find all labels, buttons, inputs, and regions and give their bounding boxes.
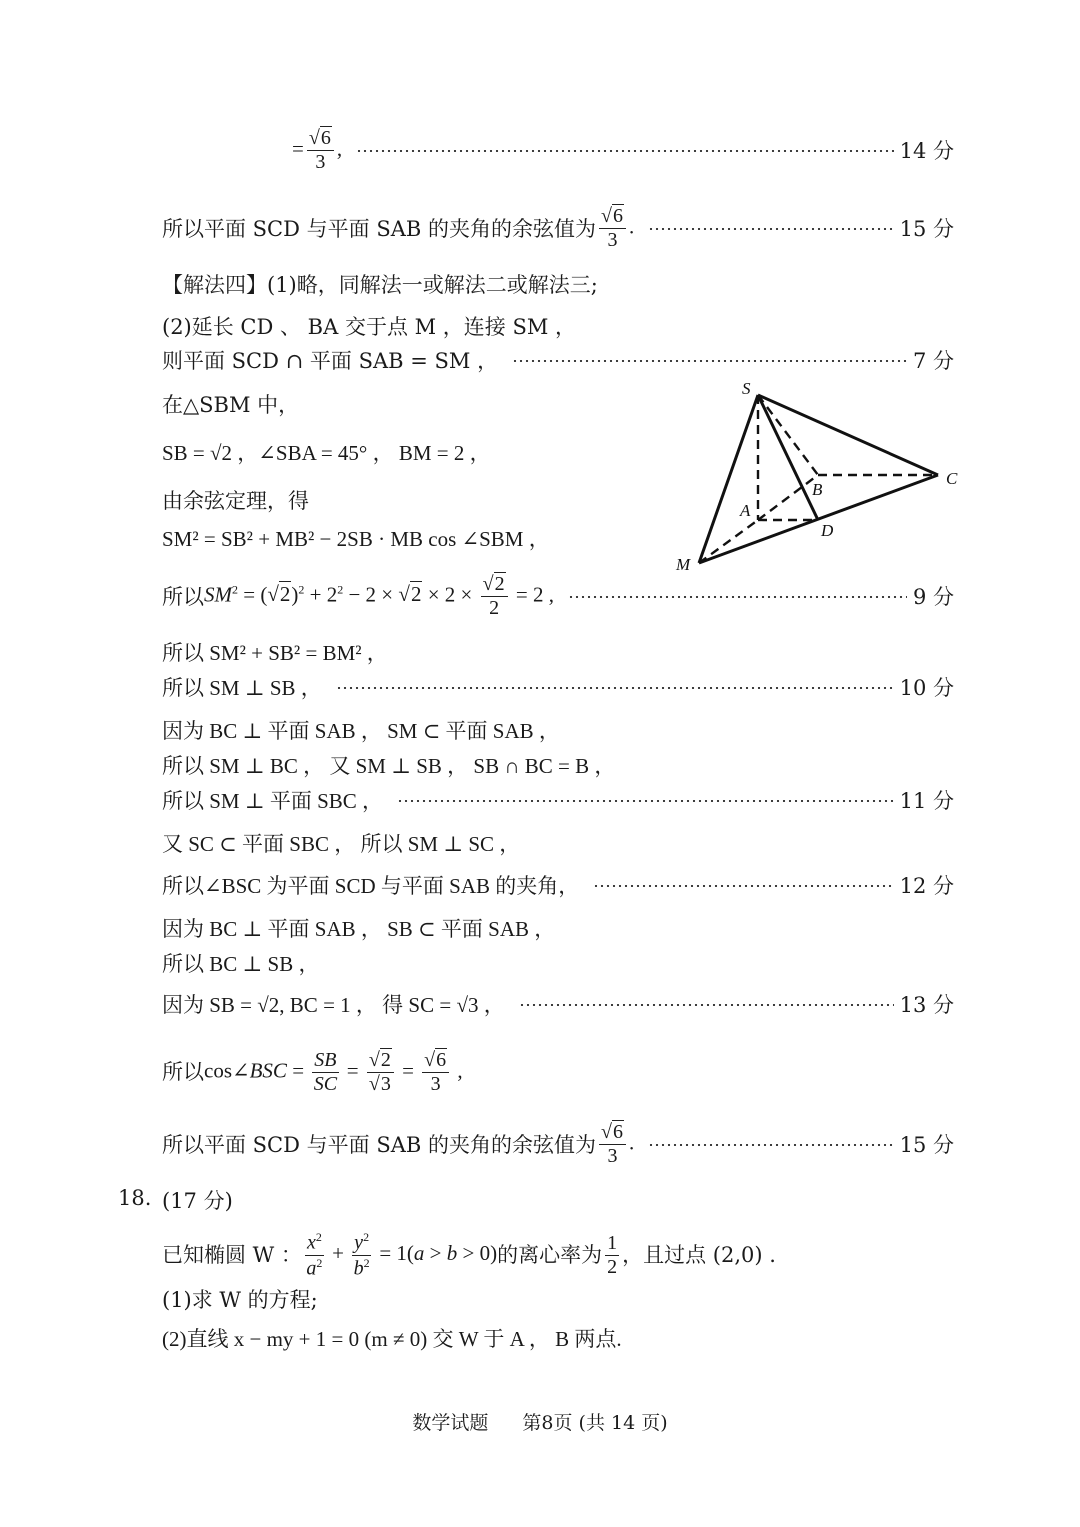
solution-text: 在△SBM 中， (162, 393, 300, 417)
question-part: (1)求 W 的方程; (162, 1288, 318, 1312)
dot-leader (356, 150, 894, 152)
solution-line (162, 438, 662, 468)
solution-text: 所以 SM ⊥ 平面 SBC ， (162, 789, 384, 813)
solution-line (162, 390, 662, 420)
dot-leader (568, 596, 907, 598)
solution-line (162, 751, 954, 781)
question-points: (17 分) (162, 1189, 233, 1213)
solution-line (162, 270, 954, 300)
vertex-label-b: B (812, 480, 823, 499)
solution-text: 所以 SM ⊥ SB ， (162, 676, 322, 700)
vertex-label-a: A (740, 501, 751, 520)
score-label: 15 分 (899, 216, 954, 241)
dot-leader (593, 885, 893, 887)
score-label: 7 分 (912, 349, 954, 373)
score-label: 15 分 (899, 1132, 954, 1157)
solution-text: 所以 BC ⊥ SB ， (162, 952, 320, 976)
score-label: 12 分 (899, 874, 954, 898)
solution-text: 所以 SM² + SB² = BM² ， (162, 641, 388, 665)
solution-line: 所以平面 SCD 与平面 SAB 的夹角的余弦值为 $\frac{√6}{3}$ . 15 分 (162, 1121, 954, 1167)
solution-text: 因为 BC ⊥ 平面 SAB ， SB ⊂ 平面 SAB ， (162, 917, 556, 941)
solution-line (162, 346, 954, 376)
solution-line (162, 312, 954, 342)
solution-line (162, 871, 954, 901)
solution-line: 所以平面 SCD 与平面 SAB 的夹角的余弦值为 $\frac{√6}{3}$ . 15 分 (162, 205, 954, 251)
solution-text: 又 SC ⊂ 平面 SBC ， 所以 SM ⊥ SC ， (162, 832, 521, 856)
solution-text: 所以∠BSC 为平面 SCD 与平面 SAB 的夹角， (162, 874, 580, 898)
vertex-label-s: S (742, 379, 751, 398)
solution-line (162, 914, 954, 944)
solution-text: 因为 SB = √2, BC = 1 ， 得 SC = √3 ， (162, 993, 505, 1017)
solution-text: 所以 (162, 1060, 204, 1084)
vertex-label-c: C (946, 469, 958, 488)
solution-line (162, 786, 954, 816)
question-part: (2)直线 x − my + 1 = 0 (m ≠ 0) 交 W 于 A ， B 两点. (162, 1327, 622, 1351)
dot-leader (648, 228, 893, 230)
pyramid-figure (668, 378, 968, 578)
dot-leader (648, 1144, 893, 1146)
solution-text: 则平面 SCD ∩ 平面 SAB = SM ， (162, 349, 499, 373)
question-stem: 已知椭圆 W ： $\frac{x^2}{a^2}$ + $\frac{y^2}{b^2}$ = 1(a > b > 0) 的离心率为 $\frac{1}{2}$ ，且过点 (2,0) . (162, 1229, 776, 1280)
solution-text: SB = √2 ，∠SBA = 45° ， BM = 2 ， (162, 441, 491, 465)
solution-line (162, 949, 954, 979)
score-label: 13 分 (899, 993, 954, 1017)
question-number: 18. (118, 1186, 152, 1210)
vertex-label-m: M (676, 555, 691, 574)
dot-leader (512, 360, 907, 362)
solution-text: SM² = SB² + MB² − 2SB · MB cos ∠SBM ， (162, 527, 550, 551)
page-footer (0, 1408, 1080, 1435)
score-label: 14 分 (899, 138, 954, 163)
dot-leader (397, 800, 894, 802)
solution-text: 因为 BC ⊥ 平面 SAB ， SM ⊂ 平面 SAB ， (162, 719, 560, 743)
solution-line (162, 486, 662, 516)
solution-text: 【解法四】(1)略，同解法一或解法二或解法三; (162, 273, 598, 297)
solution-line (162, 673, 954, 703)
solution-text: 所以平面 SCD 与平面 SAB 的夹角的余弦值为 (162, 216, 596, 241)
score-label: 10 分 (899, 676, 954, 700)
score-label: 11 分 (899, 789, 954, 813)
footer-page-number: 第8页 (共 14 页) (522, 1412, 668, 1434)
solution-text: 所以平面 SCD 与平面 SAB 的夹角的余弦值为 (162, 1132, 596, 1157)
solution-line (162, 524, 662, 554)
solution-line: = $\frac{√6}{3}$ , 14 分 (292, 127, 954, 173)
vertex-label-d: D (821, 521, 834, 540)
dot-leader (519, 1004, 894, 1006)
dot-leader (336, 687, 894, 689)
solution-text: 所以 SM ⊥ BC ， 又 SM ⊥ SB ， SB ∩ BC = B ， (162, 754, 616, 778)
footer-subject: 数学试题 (412, 1412, 489, 1434)
score-label: 9 分 (912, 584, 954, 609)
solution-text: 由余弦定理，得 (162, 489, 309, 513)
solution-line (162, 829, 954, 859)
solution-line (162, 638, 954, 668)
solution-text: (2)延长 CD 、 BA 交于点 M ，连接 SM ， (162, 315, 577, 339)
solution-line (162, 990, 954, 1020)
solution-text: 所以 (162, 584, 204, 609)
solution-line: 所以 $SM^2 = (√2)^2 + 2^2 - 2 \times √2 \times 2$ × $\frac{√2}{2}$ = 2 , 9 分 (162, 573, 954, 619)
solution-line (162, 716, 954, 746)
solution-line: 所以 cos∠BSC = $\frac{SB}{SC}$ = $\frac{√2}{√3}$ = $\frac{√6}{3}$ , (162, 1048, 463, 1095)
